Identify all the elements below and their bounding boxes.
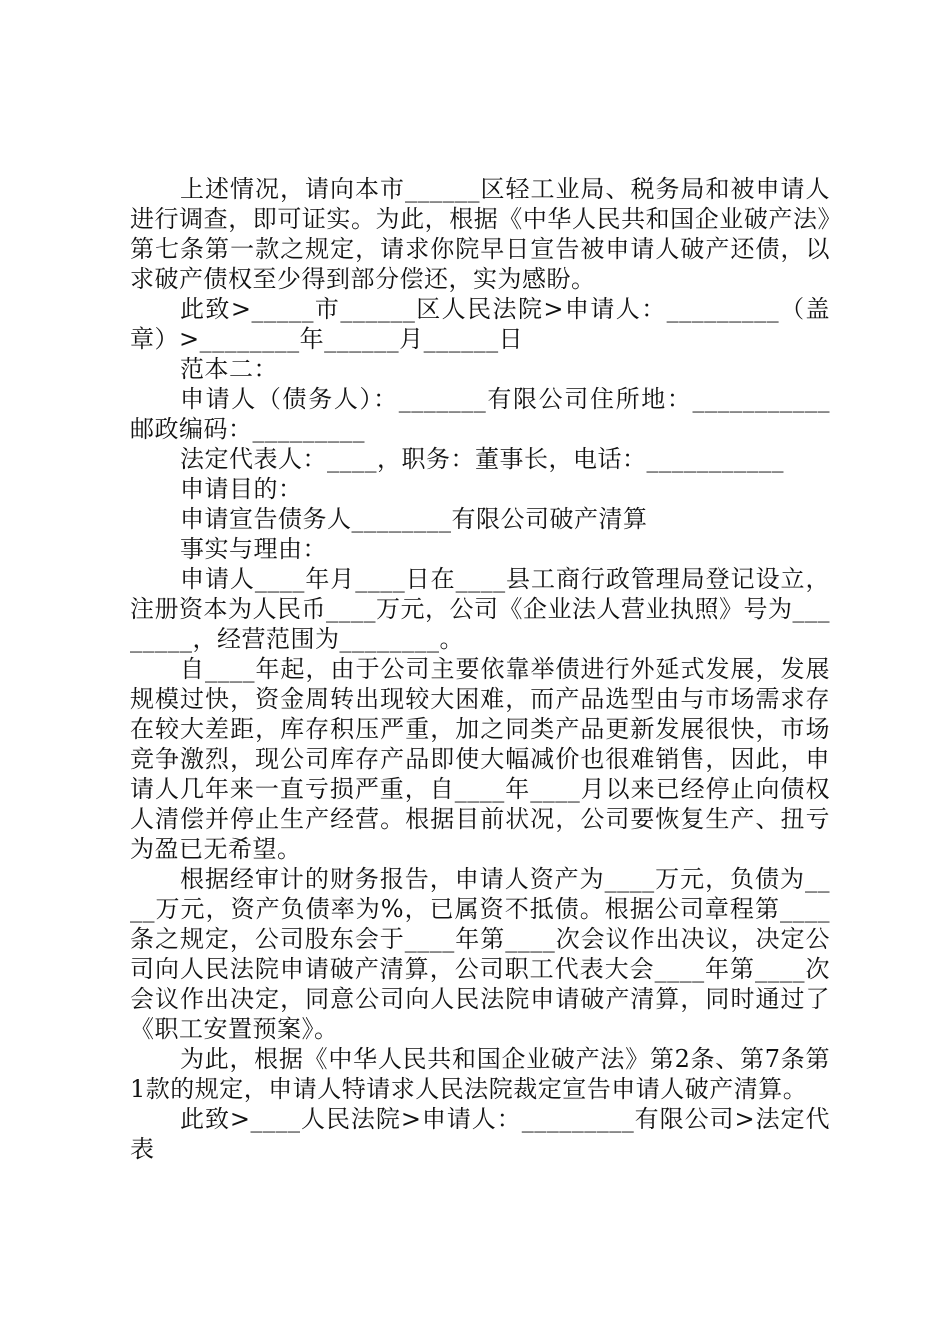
paragraph-applicant-info: 申请人（债务人）：_______有限公司住所地：___________邮政编码：_________: [130, 385, 830, 443]
paragraph-legal-basis: 为此，根据《中华人民共和国企业破产法》第2条、第7条第1款的规定，申请人特请求人民法院裁定宣告申请人破产清算。: [130, 1045, 830, 1103]
paragraph-legal-representative: 法定代表人：____，职务：董事长，电话：___________: [180, 445, 784, 473]
paragraph-business-decline: 自____年起，由于公司主要依靠举债进行外延式发展，发展规模过快，资金周转出现较大困难，而产品选型由与市场需求存在较大差距，库存积压严重，加之同类产品更新发展很快，市场竞争激烈，现公司库存产品即使大幅减价也很难销售，因此，申请人几年来一直亏损严重，自____年____月以来已经停止向债权人清偿并停止生产经营。根据目前状况，公司要恢复生产、扭亏为盈已无希望。: [130, 655, 830, 863]
document-body: [130, 174, 830, 1164]
paragraph-template-two-heading: 范本二：: [180, 355, 278, 383]
paragraph-purpose-heading: 申请目的：: [180, 475, 303, 503]
paragraph-closing-signature-1: 此致>_____市______区人民法院>申请人：_________（盖章）>________年______月______日: [130, 295, 830, 353]
paragraph-facts-heading: 事实与理由：: [180, 535, 327, 563]
paragraph-financial-report: 根据经审计的财务报告，申请人资产为____万元，负债为____万元，资产负债率为%，已属资不抵债。根据公司章程第____条之规定，公司股东会于____年第____次会议作出决议，决定公司向人民法院申请破产清算，公司职工代表大会____年第____次会议作出决定，同意公司向人民法院申请破产清算，同时通过了《职工安置预案》。: [130, 865, 830, 1043]
paragraph-closing-signature-2: 此致>____人民法院>申请人：_________有限公司>法定代表: [130, 1105, 830, 1163]
paragraph-purpose: 申请宣告债务人________有限公司破产清算: [180, 505, 648, 533]
paragraph-registration: 申请人____年月____日在____县工商行政管理局登记设立，注册资本为人民币____万元，公司《企业法人营业执照》号为________，经营范围为________。: [130, 565, 830, 653]
paragraph-investigation-request: 上述情况，请向本市______区轻工业局、税务局和被申请人进行调查，即可证实。为此，根据《中华人民共和国企业破产法》第七条第一款之规定，请求你院早日宣告被申请人破产还债，以求破产债权至少得到部分偿还，实为感盼。: [130, 175, 830, 293]
